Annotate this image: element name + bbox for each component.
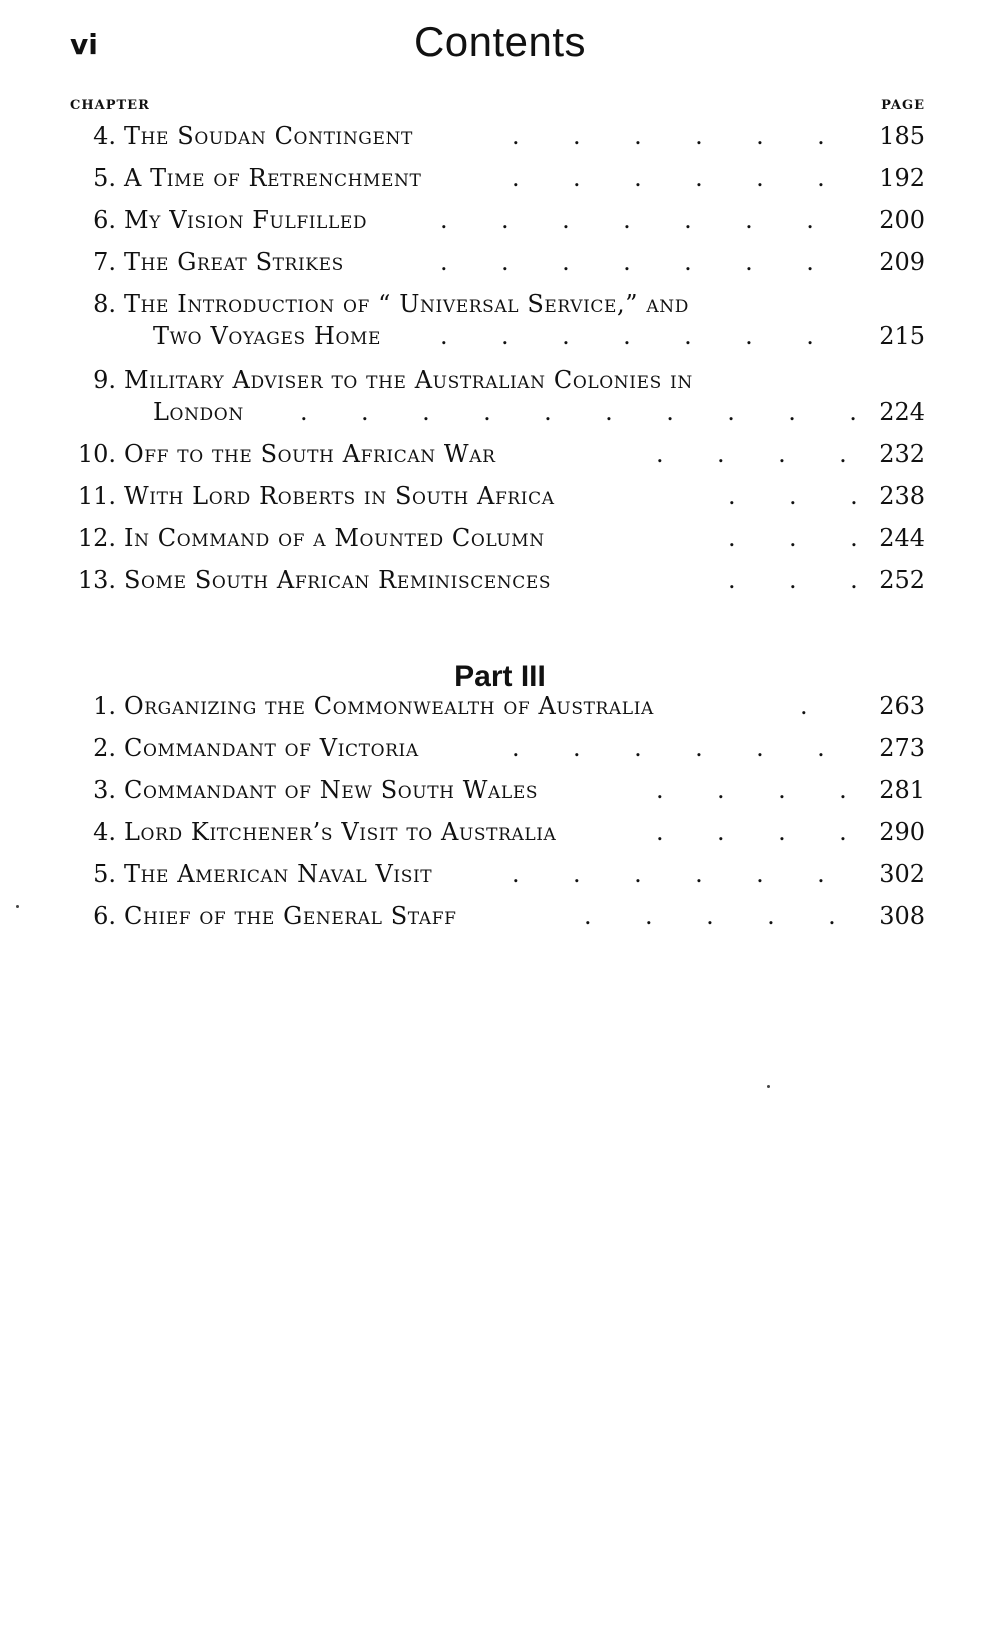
page-number: 185 xyxy=(879,122,925,150)
toc-entry xyxy=(0,686,1000,726)
page-number: 263 xyxy=(879,692,925,720)
toc-entry xyxy=(0,896,1000,936)
page-number: 215 xyxy=(879,322,925,350)
dot-leader: . . . . xyxy=(656,776,847,804)
dot-leader: . . . . . . xyxy=(512,860,825,888)
chapter-number: 13. xyxy=(77,566,116,594)
toc-entry xyxy=(0,242,1000,282)
chapter-title: The Soudan Contingent xyxy=(124,122,413,150)
dot-leader: . . . . . . xyxy=(512,122,825,150)
page-number: 200 xyxy=(879,206,925,234)
dot-leader: . . . . . xyxy=(584,902,836,930)
chapter-number: 1. xyxy=(93,692,116,720)
dot-leader: . xyxy=(800,692,808,720)
chapter-title: The Great Strikes xyxy=(124,248,344,276)
chapter-title: Off to the South African War xyxy=(124,440,496,468)
chapter-title: Chief of the General Staff xyxy=(124,902,457,930)
print-speck xyxy=(16,905,19,908)
dot-leader: . . . . . . . xyxy=(440,248,814,276)
page-number: 252 xyxy=(879,566,925,594)
chapter-number: 7. xyxy=(93,248,116,276)
page-column-label: PAGE xyxy=(881,98,925,113)
chapter-title: The Introduction of “ Universal Service,” and xyxy=(124,290,689,318)
page-number: 308 xyxy=(879,902,925,930)
toc-entry xyxy=(0,812,1000,852)
page-number: 273 xyxy=(879,734,925,762)
page-number: 209 xyxy=(879,248,925,276)
chapter-title: Commandant of New South Wales xyxy=(124,776,539,804)
page-folio: vi xyxy=(70,28,98,61)
chapter-title: My Vision Fulfilled xyxy=(124,206,368,234)
toc-entry xyxy=(0,728,1000,768)
page-number: 302 xyxy=(879,860,925,888)
toc-entry xyxy=(0,200,1000,240)
chapter-title-continuation: London xyxy=(153,398,244,426)
toc-entry-continuation xyxy=(0,392,1000,432)
dot-leader: . . . . . . . xyxy=(440,206,814,234)
page-number: 244 xyxy=(879,524,925,552)
chapter-title-continuation: Two Voyages Home xyxy=(153,322,382,350)
chapter-number: 2. xyxy=(93,734,116,762)
toc-entry xyxy=(0,560,1000,600)
toc-entry xyxy=(0,158,1000,198)
page-number: 192 xyxy=(879,164,925,192)
page-number: 281 xyxy=(879,776,925,804)
chapter-number: 4. xyxy=(93,122,116,150)
chapter-number: 10. xyxy=(77,440,116,468)
chapter-title: Military Adviser to the Australian Colonies in xyxy=(124,366,693,394)
chapter-number: 11. xyxy=(77,482,116,510)
chapter-number: 6. xyxy=(93,902,116,930)
toc-entry xyxy=(0,518,1000,558)
chapter-title: Commandant of Victoria xyxy=(124,734,419,762)
chapter-number: 4. xyxy=(93,818,116,846)
toc-entry xyxy=(0,476,1000,516)
page-title: Contents xyxy=(413,18,587,65)
chapter-number: 5. xyxy=(93,164,116,192)
dot-leader: . . . xyxy=(728,566,858,594)
dot-leader: . . . xyxy=(728,482,858,510)
chapter-number: 5. xyxy=(93,860,116,888)
chapter-title: In Command of a Mounted Column xyxy=(124,524,545,552)
chapter-number: 6. xyxy=(93,206,116,234)
chapter-title: A Time of Retrenchment xyxy=(124,164,422,192)
dot-leader: . . . . . . . xyxy=(440,322,814,350)
toc-entry xyxy=(0,116,1000,156)
chapter-title: Organizing the Commonwealth of Australia xyxy=(124,692,654,720)
dot-leader: . . . xyxy=(728,524,858,552)
page-number: 238 xyxy=(879,482,925,510)
dot-leader: . . . . . . xyxy=(512,734,825,762)
chapter-number: 3. xyxy=(93,776,116,804)
dot-leader: . . . . xyxy=(656,440,847,468)
chapter-number: 12. xyxy=(77,524,116,552)
page-number: 232 xyxy=(879,440,925,468)
chapter-column-label: CHAPTER xyxy=(70,98,150,113)
chapter-number: 9. xyxy=(93,366,116,394)
chapter-number: 8. xyxy=(93,290,116,318)
chapter-title: With Lord Roberts in South Africa xyxy=(124,482,555,510)
part-heading: Part III xyxy=(454,660,546,693)
dot-leader: . . . . . . . . . . xyxy=(300,398,857,426)
page-number: 224 xyxy=(879,398,925,426)
chapter-title: Some South African Reminiscences xyxy=(124,566,552,594)
chapter-title: The American Naval Visit xyxy=(124,860,433,888)
toc-entry-continuation xyxy=(0,316,1000,356)
print-speck xyxy=(767,1085,770,1088)
toc-entry xyxy=(0,770,1000,810)
toc-entry xyxy=(0,434,1000,474)
dot-leader: . . . . xyxy=(656,818,847,846)
page-number: 290 xyxy=(879,818,925,846)
dot-leader: . . . . . . xyxy=(512,164,825,192)
toc-entry xyxy=(0,854,1000,894)
chapter-title: Lord Kitchener’s Visit to Australia xyxy=(124,818,557,846)
